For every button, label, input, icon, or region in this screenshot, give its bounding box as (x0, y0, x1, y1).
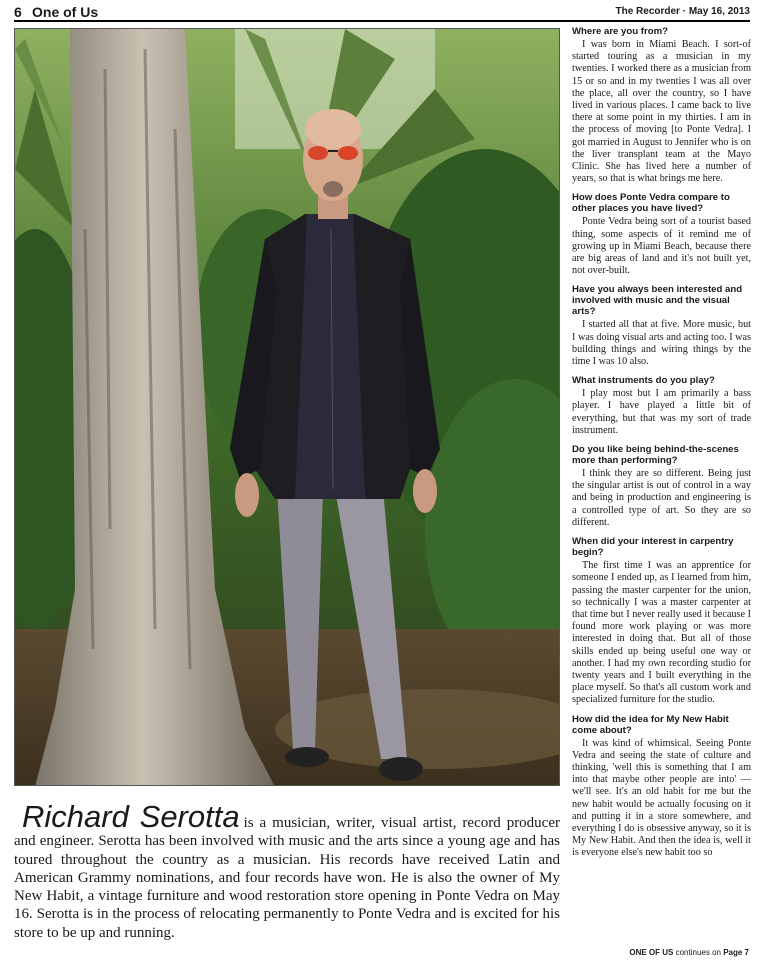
section-title: One of Us (32, 4, 99, 20)
qa-item (572, 714, 751, 860)
qa-item (572, 26, 751, 185)
page-header (14, 4, 750, 20)
qa-item (572, 444, 751, 529)
portrait-photo (14, 28, 560, 786)
answer: It was kind of whimsical. Seeing Ponte Vedra and seeing the state of culture and thinking, 'well this is something that I am into that maybe other people are into' — we'll see. It's an old habit for me but the new habit would be actually focusing on it and putting it in a store somewhere, and everything I do is obsessive anyway, so it is My New Habit. And then the idea is, well it is everyone else's new habit too so (572, 737, 751, 859)
qa-item (572, 192, 751, 277)
answer: The first time I was an apprentice for someone I ended up, as I learned from him, passing the master carpenter for the union, so technically I was a master carpenter at that time but I never really used it because I found more work playing or was more interested in doing that. But all of those skills ended up being useful one way or another. I had my own recording studio for twenty years and I built everything in the place myself. So that's all custom work and specialized furniture for the studio. (572, 560, 751, 706)
answer: Ponte Vedra being sort of a tourist based thing, some aspects of it remind me of growing up in Miami Beach, because there are big areas of land and it's not built yet, not over-built. (572, 216, 751, 277)
qa-item (572, 536, 751, 706)
jump-label: ONE OF US (629, 948, 674, 957)
header-rule (14, 20, 750, 22)
intro-paragraph (14, 799, 560, 942)
qa-item (572, 284, 751, 368)
question: When did your interest in carpentry begin? (572, 536, 734, 559)
jump-middle: continues on (675, 948, 721, 957)
question: Have you always been interested and involved with music and the visual arts? (572, 284, 743, 318)
page-number: 6 (14, 4, 22, 20)
question: What instruments do you play? (572, 375, 715, 387)
question: Do you like being behind-the-scenes more than performing? (572, 444, 739, 467)
answer: I think they are so different. Being just the singular artist is out of control in a way and being in production and engineering is a controlled type of art. So they are so different. (572, 468, 751, 528)
question: How does Ponte Vedra compare to other places you have lived? (572, 192, 730, 215)
subject-name: Richard Serotta (22, 799, 240, 834)
qa-item (572, 375, 751, 437)
answer: I play most but I am primarily a bass player. I have played a little bit of everything, but that was my sort of trade instrument. (572, 388, 751, 436)
jump-line[interactable] (629, 948, 749, 957)
answer: I started all that at five. More music, but I was doing visual arts and acting too. I was building things and wiring things by the time I was 10 also. (572, 319, 751, 368)
qa-column (572, 26, 751, 867)
intro-text: is a musician, writer, visual artist, record producer and engineer. Serotta has been involved with music and the arts since a young age and has toured throughout the country as a musician. His records have received Latin and American Grammy nominations, and four records have won. He is also the owner of My New Habit, a vintage furniture and wood restoration store opening in Ponte Vedra on May 16. Serotta is in the process of relocating permanently to Ponte Vedra and is excited for his store to be up and running. (14, 815, 560, 941)
jump-target[interactable]: Page 7 (723, 948, 749, 957)
answer: I was born in Miami Beach. I sort-of started touring as a musician in my twenties. I worked there as a musician from 15 or so and in my twenties I was all over the place, all over the country, so I have lived in various places. I came back to live there at some point in my thirties. I am in the process of moving [to Ponte Vedra]. I got married in August to Jennifer who is on the liver transplant team at the Mayo Clinic. She has lived here a number of years, so that is what brings me here. (572, 39, 751, 185)
question: How did the idea for My New Habit come about? (572, 713, 729, 736)
paper-date: The Recorder · May 16, 2013 (615, 6, 750, 17)
question: Where are you from? (572, 26, 668, 37)
